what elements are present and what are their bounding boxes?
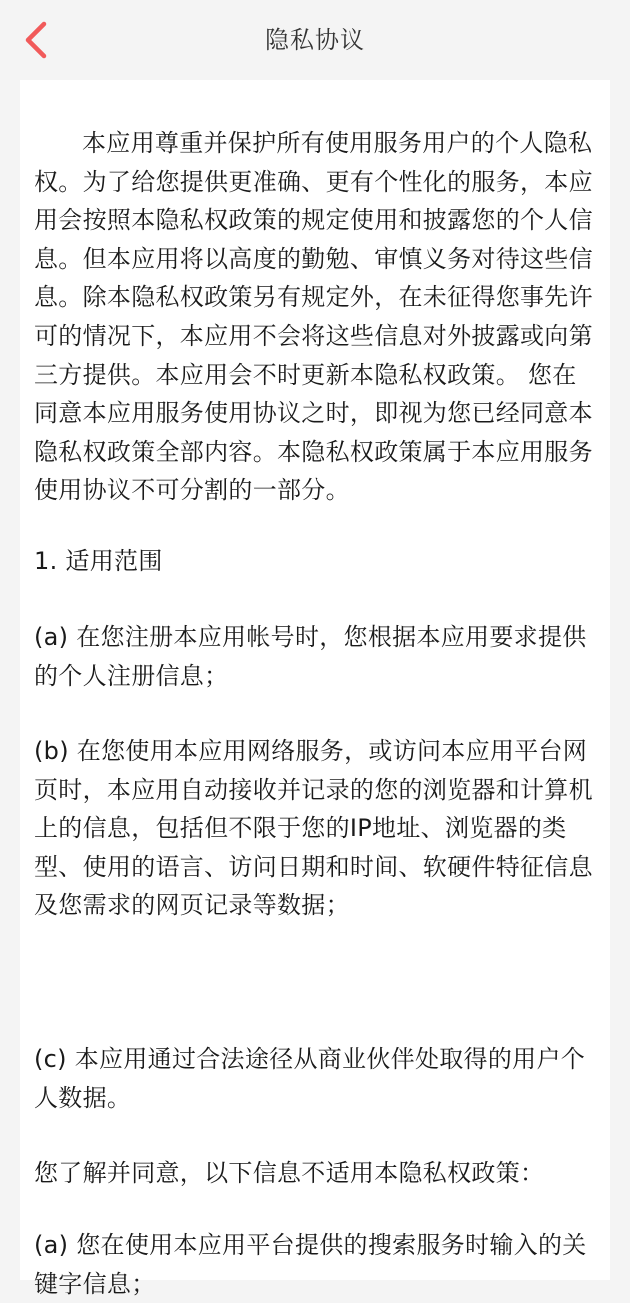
top-bar <box>0 0 630 80</box>
scope-item-b: (b) 在您使用本应用网络服务，或访问本应用平台网页时，本应用自动接收并记录的您的浏览器和计算机上的信息，包括但不限于您的IP地址、浏览器的类型、使用的语言、访问日期和时间、软硬件特征信息及您需求的网页记录等数据； <box>34 737 593 920</box>
page-title: 隐私协议 <box>265 26 365 54</box>
privacy-content <box>20 80 610 1298</box>
exclusion-item-a: (a) 您在使用本应用平台提供的搜索服务时输入的关键字信息； <box>34 1231 587 1298</box>
scope-item-a: (a) 在您注册本应用帐号时，您根据本应用要求提供的个人注册信息； <box>34 623 587 690</box>
section-title: 1. 适用范围 <box>34 547 163 575</box>
intro-paragraph: 本应用尊重并保护所有使用服务用户的个人隐私权。为了给您提供更准确、更有个性化的服务，本应用会按照本隐私权政策的规定使用和披露您的个人信息。但本应用将以高度的勤勉、审慎义务对待这些信息。除本隐私权政策另有规定外，在未征得您事先许可的情况下，本应用不会将这些信息对外披露或向第三方提供。本应用会不时更新本隐私权政策。 您在同意本应用服务使用协议之时，即视为您已经同意本隐私权政策全部内容。本隐私权政策属于本应用服务使用协议不可分割的一部分。 <box>34 129 593 505</box>
exclusion-note: 您了解并同意，以下信息不适用本隐私权政策： <box>34 1159 545 1187</box>
scope-item-c: (c) 本应用通过合法途径从商业伙伴处取得的用户个人数据。 <box>34 1045 586 1112</box>
